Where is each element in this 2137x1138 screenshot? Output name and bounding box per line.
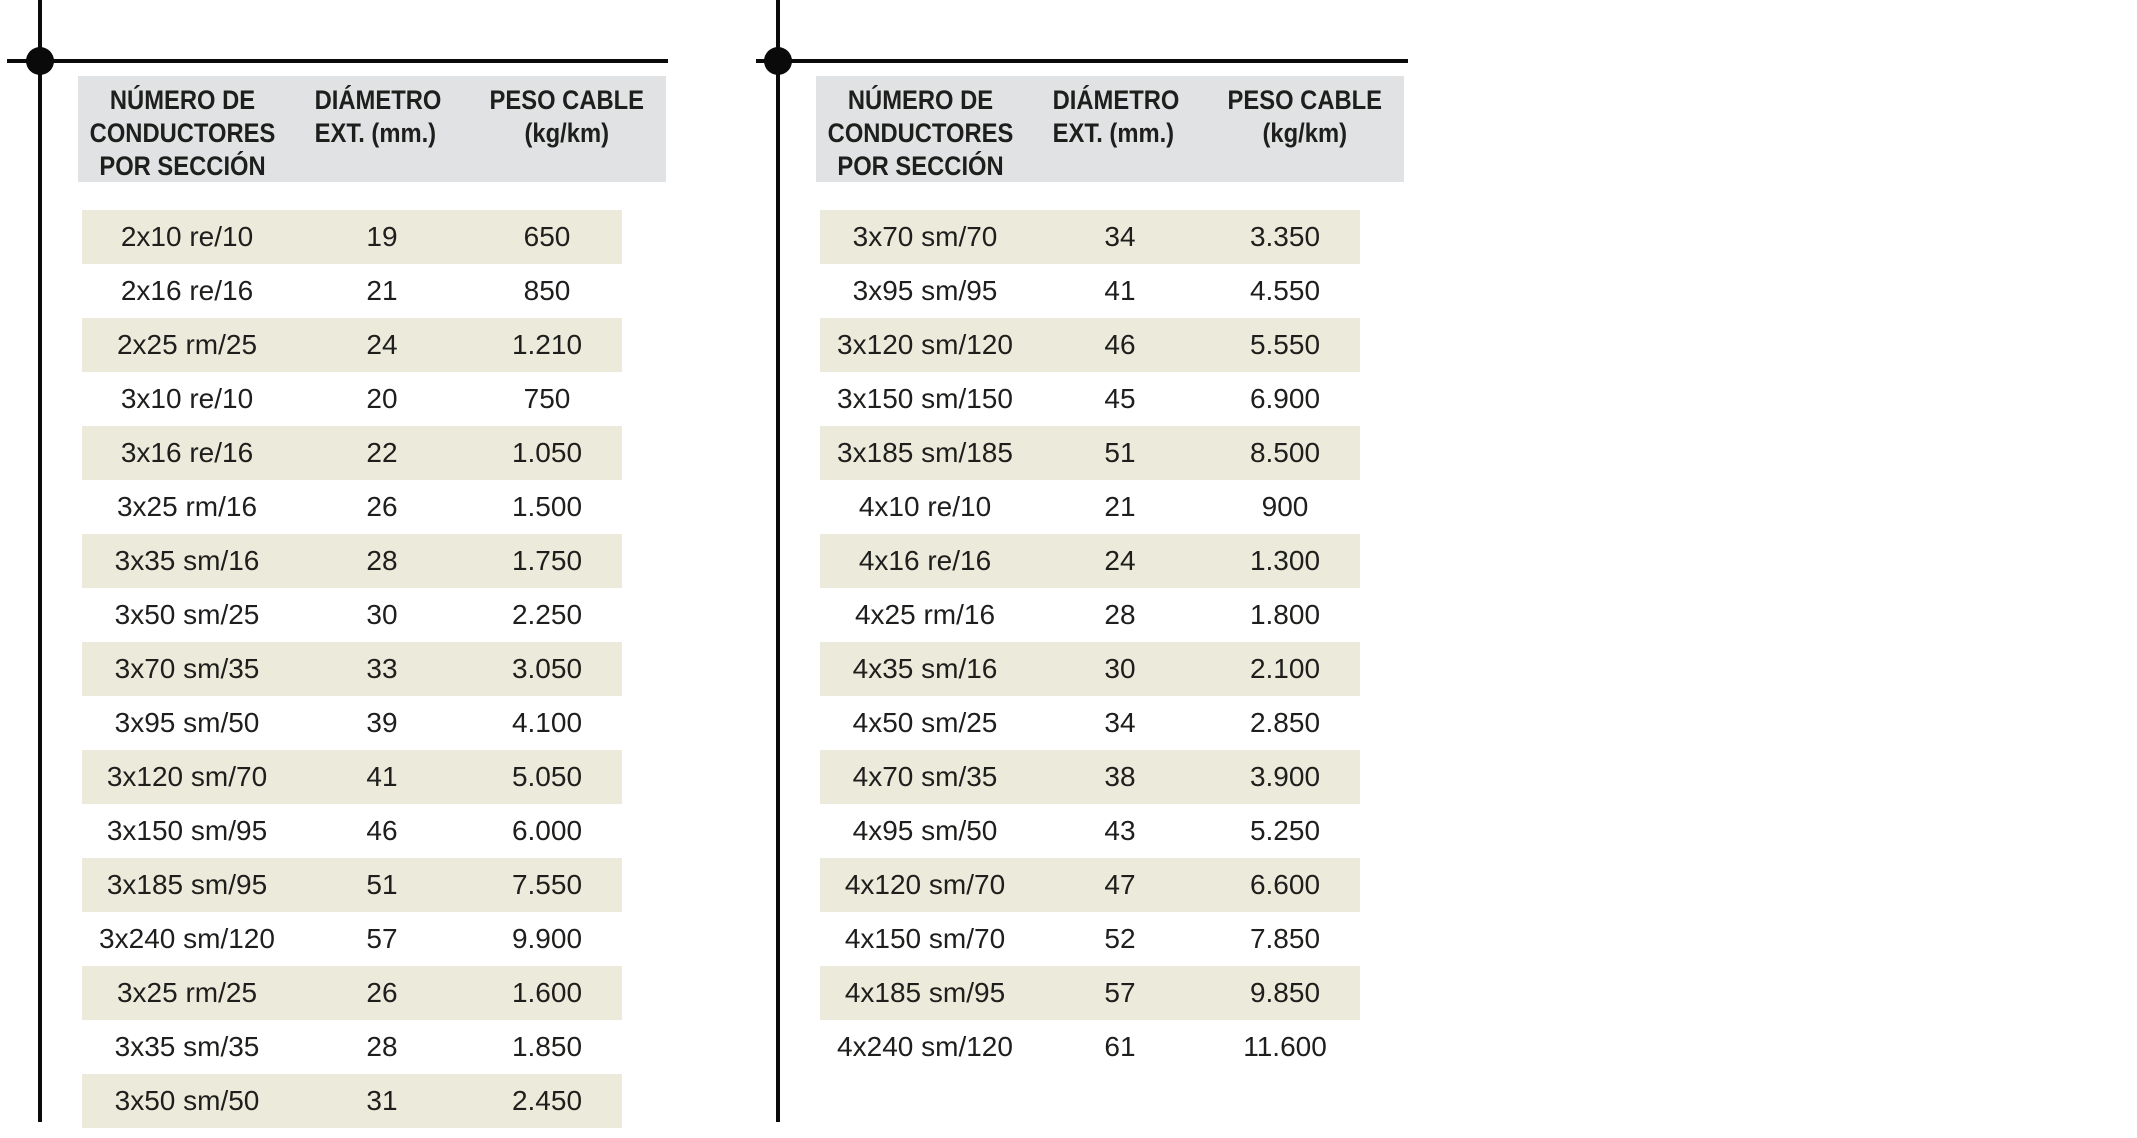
weight-cell: 650 [523,221,571,252]
weight-cell: 1.800 [1249,599,1321,630]
header-cell-diameter [288,76,468,182]
weight-cell: 1.300 [1249,545,1321,576]
conductors-cell: 4x10 re/10 [858,491,992,522]
diameter-cell: 41 [1104,275,1136,306]
table-row [82,642,622,696]
table-row [82,264,622,318]
header-label: DIÁMETRO EXT. (mm.) [1052,85,1180,148]
conductors-cell: 3x150 sm/150 [837,383,1013,414]
table-row [82,426,622,480]
table-body [82,210,622,1128]
crop-mark-vertical-rule [776,0,780,1122]
conductors-cell: 4x185 sm/95 [844,977,1006,1008]
weight-cell: 3.050 [511,653,583,684]
diameter-cell: 26 [366,977,398,1008]
crop-mark-horizontal-rule [7,59,668,63]
diameter-cell: 45 [1104,383,1136,414]
conductors-cell: 3x50 sm/25 [114,599,260,630]
diameter-cell: 46 [1104,329,1136,360]
header-cell-weight [1206,76,1404,182]
table-row [820,480,1360,534]
diameter-cell: 30 [366,599,398,630]
table-row [82,912,622,966]
conductors-cell: 3x185 sm/185 [837,437,1013,468]
weight-cell: 2.850 [1249,707,1321,738]
diameter-cell: 21 [1104,491,1136,522]
weight-cell: 900 [1261,491,1309,522]
weight-cell: 1.050 [511,437,583,468]
registration-dot [764,47,792,75]
table-header [78,76,666,182]
weight-cell: 5.550 [1249,329,1321,360]
table-row [82,372,622,426]
weight-cell: 5.250 [1249,815,1321,846]
diameter-cell: 33 [366,653,398,684]
table-row [82,534,622,588]
conductors-cell: 3x120 sm/120 [837,329,1013,360]
diameter-cell: 21 [366,275,398,306]
table-row [820,588,1360,642]
header-cell-diameter [1026,76,1206,182]
conductors-cell: 3x35 sm/16 [114,545,260,576]
diameter-cell: 39 [366,707,398,738]
diameter-cell: 28 [366,1031,398,1062]
conductors-cell: 2x16 re/16 [120,275,254,306]
weight-cell: 7.850 [1249,923,1321,954]
conductors-cell: 4x35 sm/16 [852,653,998,684]
diameter-cell: 28 [366,545,398,576]
diameter-cell: 24 [1104,545,1136,576]
table-row [82,318,622,372]
diameter-cell: 61 [1104,1031,1136,1062]
conductors-cell: 3x95 sm/50 [114,707,260,738]
table-row [820,912,1360,966]
table-row [82,588,622,642]
table-body [820,210,1360,1074]
conductors-cell: 3x16 re/16 [120,437,254,468]
conductors-cell: 3x25 rm/16 [116,491,258,522]
conductors-cell: 3x10 re/10 [120,383,254,414]
table-row [82,696,622,750]
conductors-cell: 2x25 rm/25 [116,329,258,360]
weight-cell: 3.900 [1249,761,1321,792]
weight-cell: 850 [523,275,571,306]
conductors-cell: 3x240 sm/120 [99,923,275,954]
diameter-cell: 20 [366,383,398,414]
table-row [82,480,622,534]
weight-cell: 1.500 [511,491,583,522]
conductors-cell: 4x240 sm/120 [837,1031,1013,1062]
diameter-cell: 28 [1104,599,1136,630]
table-row [820,750,1360,804]
weight-cell: 6.600 [1249,869,1321,900]
table-row [820,642,1360,696]
table-header [816,76,1404,182]
diameter-cell: 57 [366,923,398,954]
diameter-cell: 34 [1104,221,1136,252]
header-label: NÚMERO DE CONDUCTORES POR SECCIÓN [828,85,1014,181]
weight-cell: 4.100 [511,707,583,738]
conductors-cell: 4x16 re/16 [858,545,992,576]
diameter-cell: 43 [1104,815,1136,846]
diameter-cell: 24 [366,329,398,360]
diameter-cell: 51 [366,869,398,900]
diameter-cell: 57 [1104,977,1136,1008]
header-label: PESO CABLE (kg/km) [1227,85,1383,148]
weight-cell: 4.550 [1249,275,1321,306]
diameter-cell: 31 [366,1085,398,1116]
weight-cell: 7.550 [511,869,583,900]
diameter-cell: 46 [366,815,398,846]
weight-cell: 1.600 [511,977,583,1008]
conductors-cell: 3x95 sm/95 [852,275,998,306]
header-cell-conductors [78,76,288,182]
diameter-cell: 22 [366,437,398,468]
diameter-cell: 51 [1104,437,1136,468]
table-row [82,1074,622,1128]
table-row [820,1020,1360,1074]
table-row [82,804,622,858]
weight-cell: 1.210 [511,329,583,360]
registration-dot [26,47,54,75]
table-row [82,750,622,804]
table-row [820,534,1360,588]
conductors-cell: 3x25 rm/25 [116,977,258,1008]
weight-cell: 9.850 [1249,977,1321,1008]
conductors-cell: 3x50 sm/50 [114,1085,260,1116]
weight-cell: 8.500 [1249,437,1321,468]
crop-mark-horizontal-rule [756,59,1408,63]
weight-cell: 2.100 [1249,653,1321,684]
weight-cell: 9.900 [511,923,583,954]
diameter-cell: 30 [1104,653,1136,684]
table-row [82,1020,622,1074]
conductors-cell: 3x120 sm/70 [106,761,268,792]
conductors-cell: 4x95 sm/50 [852,815,998,846]
diameter-cell: 41 [366,761,398,792]
header-label: DIÁMETRO EXT. (mm.) [314,85,442,148]
table-row [820,318,1360,372]
crop-mark-vertical-rule [38,0,42,1122]
table-row [820,696,1360,750]
weight-cell: 1.850 [511,1031,583,1062]
table-row [820,966,1360,1020]
header-cell-weight [468,76,666,182]
weight-cell: 3.350 [1249,221,1321,252]
table-row [82,858,622,912]
table-row [820,804,1360,858]
diameter-cell: 52 [1104,923,1136,954]
diameter-cell: 26 [366,491,398,522]
table-row [820,372,1360,426]
weight-cell: 750 [523,383,571,414]
conductors-cell: 3x185 sm/95 [106,869,268,900]
conductors-cell: 3x35 sm/35 [114,1031,260,1062]
conductors-cell: 4x50 sm/25 [852,707,998,738]
table-row [820,264,1360,318]
weight-cell: 6.900 [1249,383,1321,414]
conductors-cell: 4x120 sm/70 [844,869,1006,900]
table-row [820,858,1360,912]
conductors-cell: 4x150 sm/70 [844,923,1006,954]
header-label: NÚMERO DE CONDUCTORES POR SECCIÓN [90,85,276,181]
weight-cell: 2.250 [511,599,583,630]
weight-cell: 5.050 [511,761,583,792]
cable-table-right [738,0,2137,1138]
diameter-cell: 34 [1104,707,1136,738]
conductors-cell: 3x150 sm/95 [106,815,268,846]
conductors-cell: 4x70 sm/35 [852,761,998,792]
weight-cell: 2.450 [511,1085,583,1116]
table-row [82,966,622,1020]
conductors-cell: 3x70 sm/35 [114,653,260,684]
conductors-cell: 2x10 re/10 [120,221,254,252]
table-row [820,210,1360,264]
diameter-cell: 47 [1104,869,1136,900]
weight-cell: 1.750 [511,545,583,576]
conductors-cell: 4x25 rm/16 [854,599,996,630]
table-row [820,426,1360,480]
header-label: PESO CABLE (kg/km) [489,85,645,148]
diameter-cell: 19 [366,221,398,252]
weight-cell: 11.600 [1243,1031,1327,1062]
header-cell-conductors [816,76,1026,182]
weight-cell: 6.000 [511,815,583,846]
diameter-cell: 38 [1104,761,1136,792]
conductors-cell: 3x70 sm/70 [852,221,998,252]
table-row [82,210,622,264]
